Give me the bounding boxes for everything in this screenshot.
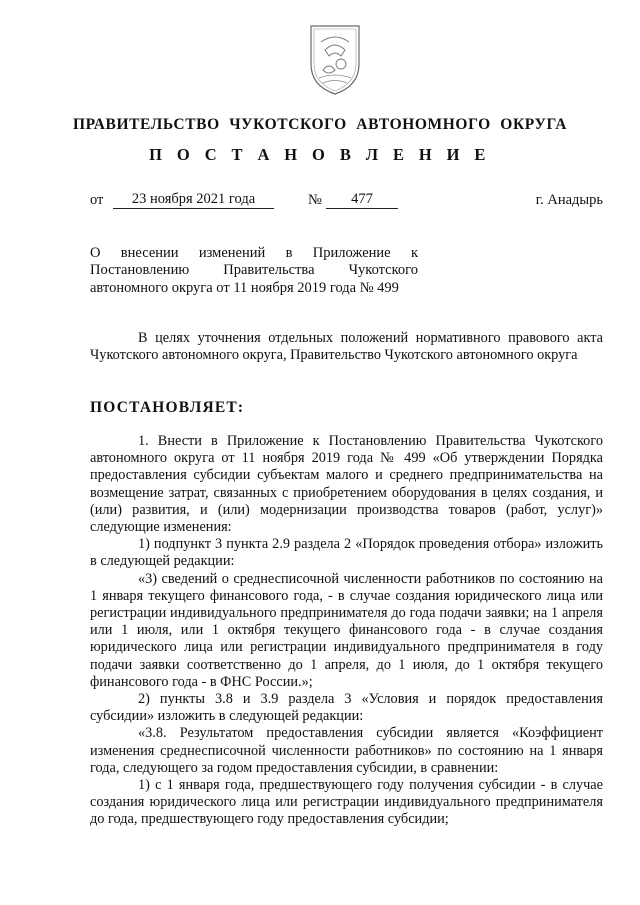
subject-line: Постановлению Правительства Чукотского [90, 262, 418, 279]
coat-of-arms-icon [305, 20, 365, 98]
subject-line: О внесении изменений в Приложение к [90, 245, 418, 261]
paragraph: «3.8. Результатом предоставления субсидии является «Коэффициент изменения среднесписочной численности работников» по состоянию на 1 января года, следующего за годом предоставления субсидии, в сравнении: [90, 725, 603, 776]
paragraph: 1) с 1 января года, предшествующего году получения субсидии - в случае создания юридического лица или регистрации индивидуального предпринимателя до года, предшествующего году предоставления субсидии; [90, 777, 603, 828]
document-type-title: П О С Т А Н О В Л Е Н И Е [149, 145, 491, 164]
document-number: 477 [326, 191, 398, 209]
paragraph: 1) подпункт 3 пункта 2.9 раздела 2 «Порядок проведения отбора» изложить в следующей редакции: [90, 536, 603, 570]
number-label: № [308, 192, 322, 208]
decree-word: ПОСТАНОВЛЯЕТ: [90, 399, 245, 416]
date-from-label: от [90, 192, 104, 208]
paragraph: 2) пункты 3.8 и 3.9 раздела 3 «Условия и порядок предоставления субсидии» изложить в следующей редакции: [90, 691, 603, 725]
main-text [90, 433, 603, 829]
government-title: ПРАВИТЕЛЬСТВО ЧУКОТСКОГО АВТОНОМНОГО ОКРУГА [72, 116, 568, 133]
paragraph: «3) сведений о среднесписочной численности работников по состоянию на 1 января текущего финансового года, - в случае создания юридического лица или регистрации индивидуального предпринимателя до года подачи заявки; на 1 апреля или 1 июля, или 1 октября текущего финансового года - в случае создания юридического лица или регистрации индивидуального предпринимателя в году подачи заявки соответственно до 1 апреля, до 1 июля, до 1 октября текущего финансового года - в ФНС России.»; [90, 570, 603, 690]
preamble-text: В целях уточнения отдельных положений нормативного правового акта Чукотского автономного округа, Правительство Чукотского автономного округа [90, 330, 603, 364]
document-date: 23 ноября 2021 года [113, 191, 274, 209]
preamble [90, 330, 603, 364]
city-name: г. Анадырь [535, 192, 603, 208]
document-subject [90, 245, 418, 297]
subject-line: автономного округа от 11 ноября 2019 года № 499 [90, 279, 399, 296]
paragraph: 1. Внести в Приложение к Постановлению Правительства Чукотского автономного округа от 11 ноября 2019 года № 499 «Об утверждении Порядка предоставления субсидии субъектам малого и среднего предпринимательства на возмещение затрат, связанных с приобретением оборудования в целях создания, и (или) развития, и (или) модернизации производства товаров (работ, услуг)» следующие изменения: [90, 433, 603, 536]
